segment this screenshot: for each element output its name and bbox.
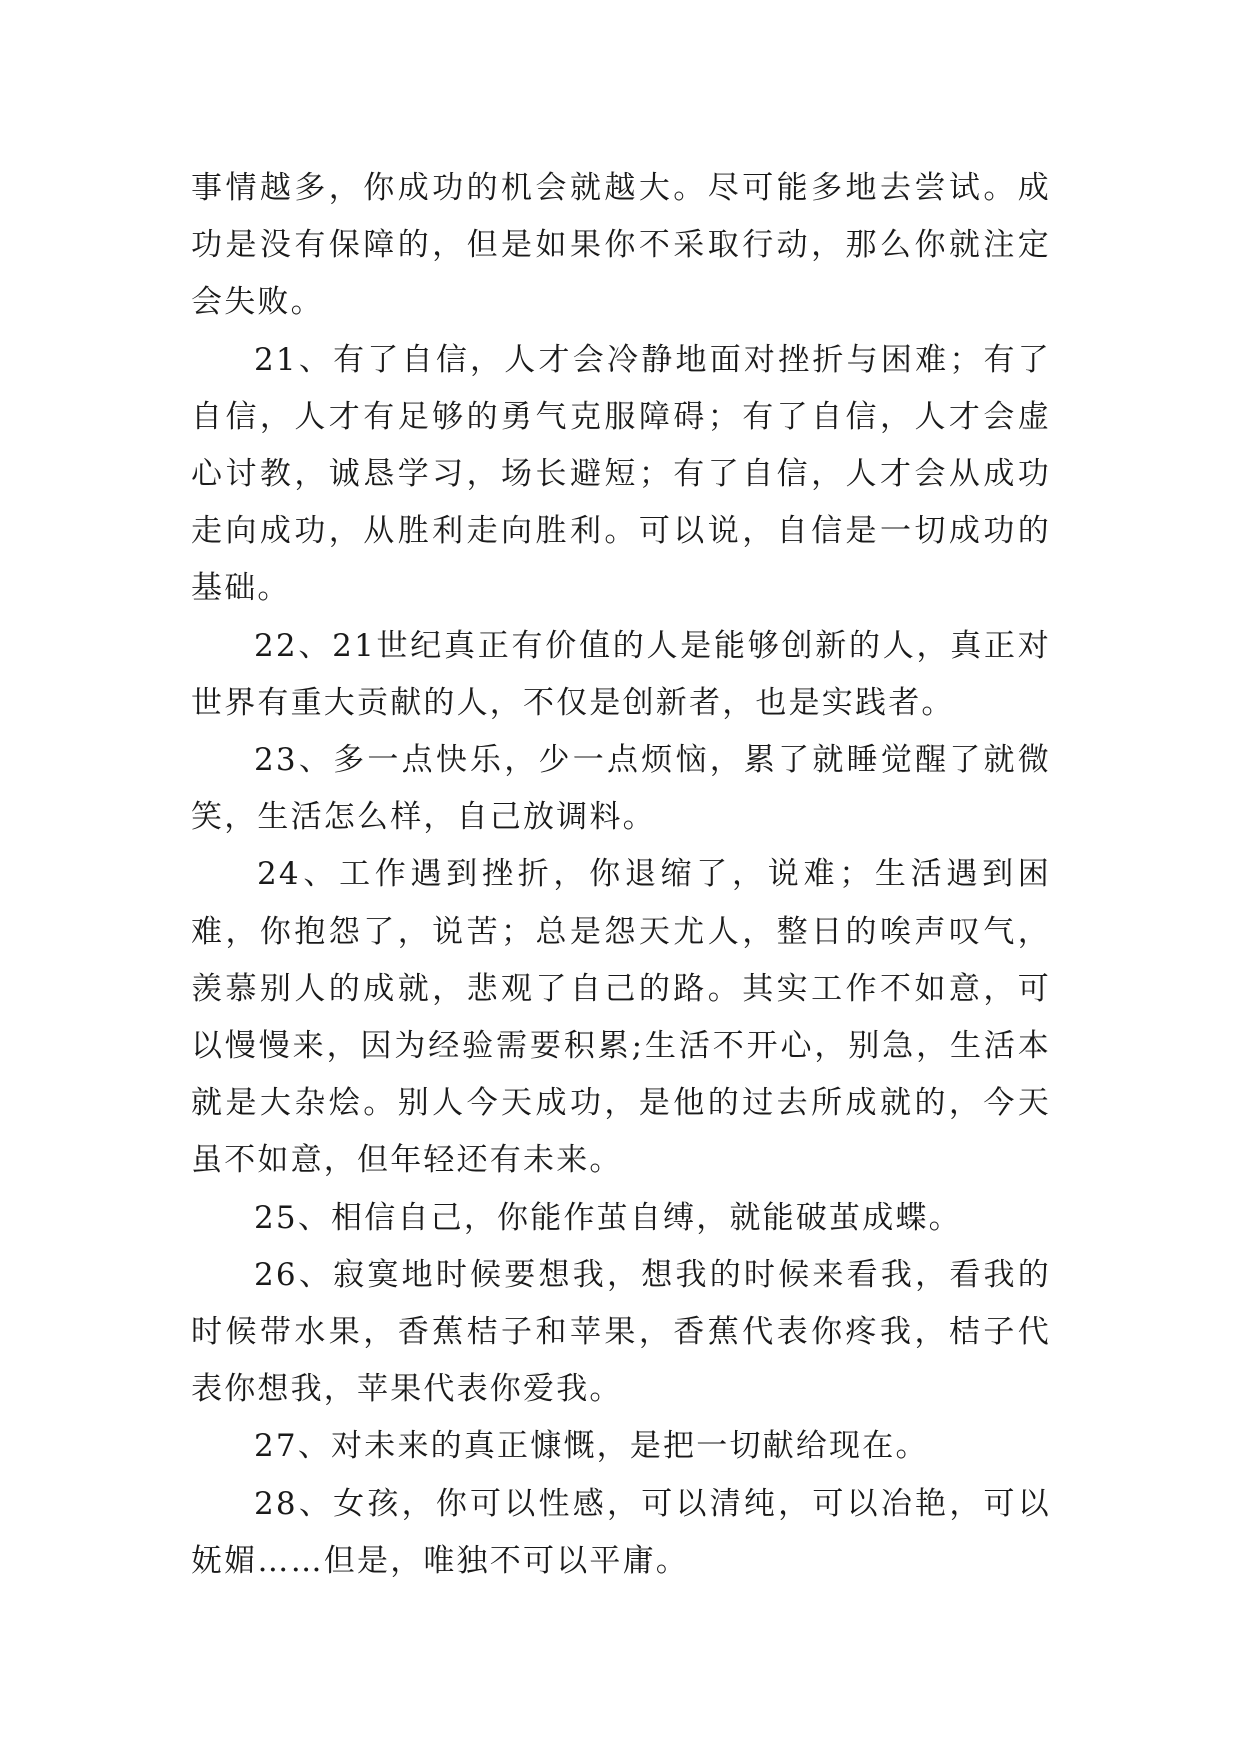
- paragraph-21: 21、有了自信，人才会冷静地面对挫折与困难；有了自信，人才有足够的勇气克服障碍；有了自信，人才会虚心讨教，诚恳学习，场长避短；有了自信，人才会从成功走向成功，从胜利走向胜利。可以说，自信是一切成功的基础。: [191, 341, 1051, 607]
- paragraph-22: 22、21世纪真正有价值的人是能够创新的人，真正对世界有重大贡献的人，不仅是创新者，也是实践者。: [191, 627, 1051, 721]
- paragraph-27: 27、对未来的真正慷慨，是把一切献给现在。: [254, 1428, 929, 1465]
- paragraph-26: 26、寂寞地时候要想我，想我的时候来看我，看我的时候带水果，香蕉桔子和苹果，香蕉代表你疼我，桔子代表你想我，苹果代表你爱我。: [191, 1256, 1051, 1408]
- paragraph-28: 28、女孩，你可以性感，可以清纯，可以冶艳，可以妩媚……但是，唯独不可以平庸。: [191, 1485, 1051, 1579]
- paragraph-25: 25、相信自己，你能作茧自缚，就能破茧成蝶。: [254, 1199, 962, 1236]
- paragraph-24: 24、工作遇到挫折，你退缩了，说难；生活遇到困难，你抱怨了，说苦；总是怨天尤人，整日的唉声叹气，羡慕别人的成就，悲观了自己的路。其实工作不如意，可以慢慢来，因为经验需要积累;生活不开心，别急，生活本就是大杂烩。别人今天成功，是他的过去所成就的，今天虽不如意，但年轻还有未来。: [191, 856, 1051, 1179]
- paragraph-23: 23、多一点快乐，少一点烦恼，累了就睡觉醒了就微笑，生活怎么样，自己放调料。: [191, 742, 1051, 836]
- document-body: [191, 160, 1051, 1590]
- paragraph-continued: 事情越多，你成功的机会就越大。尽可能多地去尝试。成功是没有保障的，但是如果你不采取行动，那么你就注定会失败。: [191, 170, 1051, 321]
